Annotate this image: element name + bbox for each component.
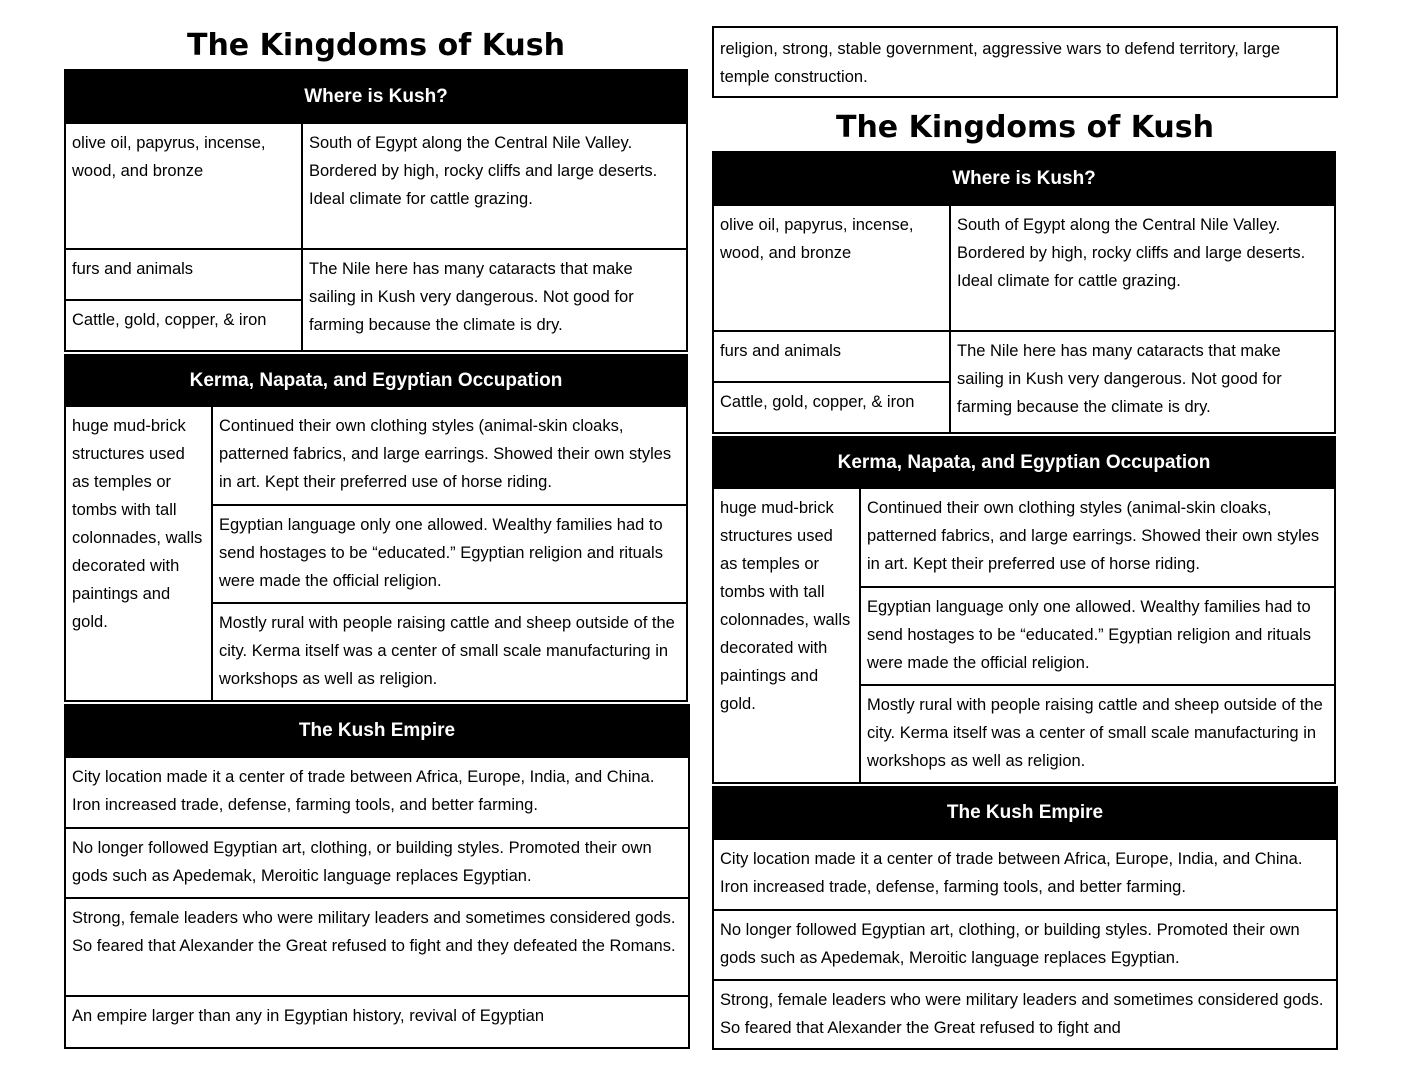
left-empire-row-1: City location made it a center of trade between Africa, Europe, India, and China. Iron increased trade, defense, farming tools, and better farming. — [72, 768, 655, 814]
left-location-text: South of Egypt along the Central Nile Valley. Bordered by high, rocky cliffs and large deserts. Ideal climate for cattle grazing. — [309, 134, 658, 208]
right-location-text: South of Egypt along the Central Nile Valley. Bordered by high, rocky cliffs and large deserts. Ideal climate for cattle grazing. — [957, 216, 1306, 290]
right-trade-goods-2: furs and animals — [720, 342, 842, 360]
right-empire-row-2: No longer followed Egyptian art, clothing, or building styles. Promoted their own gods such as Apedemak, Meroitic language replaces Egyptian. — [720, 921, 1300, 967]
left-where-heading: Where is Kush? — [66, 71, 686, 122]
left-language-text: Egyptian language only one allowed. Wealthy families had to send hostages to be “educated.” Egyptian religion and rituals were made the official religion. — [219, 516, 663, 590]
right-empire-row-3: Strong, female leaders who were military leaders and sometimes considered gods. So feared that Alexander the Great refused to fight and — [720, 991, 1324, 1037]
right-empire-heading: The Kush Empire — [714, 788, 1336, 838]
right-empire-row-1: City location made it a center of trade between Africa, Europe, India, and China. Iron increased trade, defense, farming tools, and better farming. — [720, 850, 1303, 896]
right-trade-goods-3: Cattle, gold, copper, & iron — [720, 393, 915, 411]
right-continuation-box — [712, 26, 1338, 98]
left-empire-row-3: Strong, female leaders who were military leaders and sometimes considered gods. So feared that Alexander the Great refused to fight and they defeated the Romans. — [72, 909, 676, 955]
left-trade-goods-3: Cattle, gold, copper, & iron — [72, 311, 267, 329]
left-empire-row-2: No longer followed Egyptian art, clothing, or building styles. Promoted their own gods such as Apedemak, Meroitic language replaces Egyptian. — [72, 839, 652, 885]
right-kerma-section — [712, 436, 1336, 784]
right-kerma-heading: Kerma, Napata, and Egyptian Occupation — [714, 438, 1334, 487]
left-empire-row-4: An empire larger than any in Egyptian history, revival of Egyptian — [72, 1007, 545, 1025]
right-continuation-text: religion, strong, stable government, aggressive wars to defend territory, large temple construction. — [720, 40, 1281, 86]
right-language-text: Egyptian language only one allowed. Wealthy families had to send hostages to be “educated.” Egyptian religion and rituals were made the official religion. — [867, 598, 1311, 672]
left-trade-goods-1: olive oil, papyrus, incense, wood, and bronze — [72, 134, 266, 180]
right-nile-text: The Nile here has many cataracts that make sailing in Kush very dangerous. Not good for farming because the climate is dry. — [957, 342, 1282, 416]
left-empire-section — [64, 704, 690, 1049]
right-culture-text: Continued their own clothing styles (animal-skin cloaks, patterned fabrics, and large earrings. Showed their own styles in art. Kept their preferred use of horse riding. — [867, 499, 1320, 573]
right-empire-section — [712, 786, 1338, 1050]
left-empire-heading: The Kush Empire — [66, 706, 688, 756]
left-rural-text: Mostly rural with people raising cattle and sheep outside of the city. Kerma itself was a center of small scale manufacturing in workshops as well as religion. — [219, 614, 675, 688]
right-rural-text: Mostly rural with people raising cattle and sheep outside of the city. Kerma itself was a center of small scale manufacturing in workshops as well as religion. — [867, 696, 1323, 770]
right-page-title: The Kingdoms of Kush — [835, 110, 1215, 145]
left-page-title: The Kingdoms of Kush — [186, 28, 566, 63]
left-nile-text: The Nile here has many cataracts that make sailing in Kush very dangerous. Not good for farming because the climate is dry. — [309, 260, 634, 334]
left-structures-text: huge mud-brick structures used as temples or tombs with tall colonnades, walls decorated with paintings and gold. — [72, 417, 203, 631]
right-where-section — [712, 151, 1336, 434]
left-where-section — [64, 69, 688, 352]
left-kerma-section — [64, 354, 688, 702]
right-where-heading: Where is Kush? — [714, 153, 1334, 204]
right-trade-goods-1: olive oil, papyrus, incense, wood, and bronze — [720, 216, 914, 262]
left-culture-text: Continued their own clothing styles (animal-skin cloaks, patterned fabrics, and large earrings. Showed their own styles in art. Kept their preferred use of horse riding. — [219, 417, 672, 491]
left-trade-goods-2: furs and animals — [72, 260, 194, 278]
left-kerma-heading: Kerma, Napata, and Egyptian Occupation — [66, 356, 686, 405]
right-structures-text: huge mud-brick structures used as temples or tombs with tall colonnades, walls decorated with paintings and gold. — [720, 499, 851, 713]
